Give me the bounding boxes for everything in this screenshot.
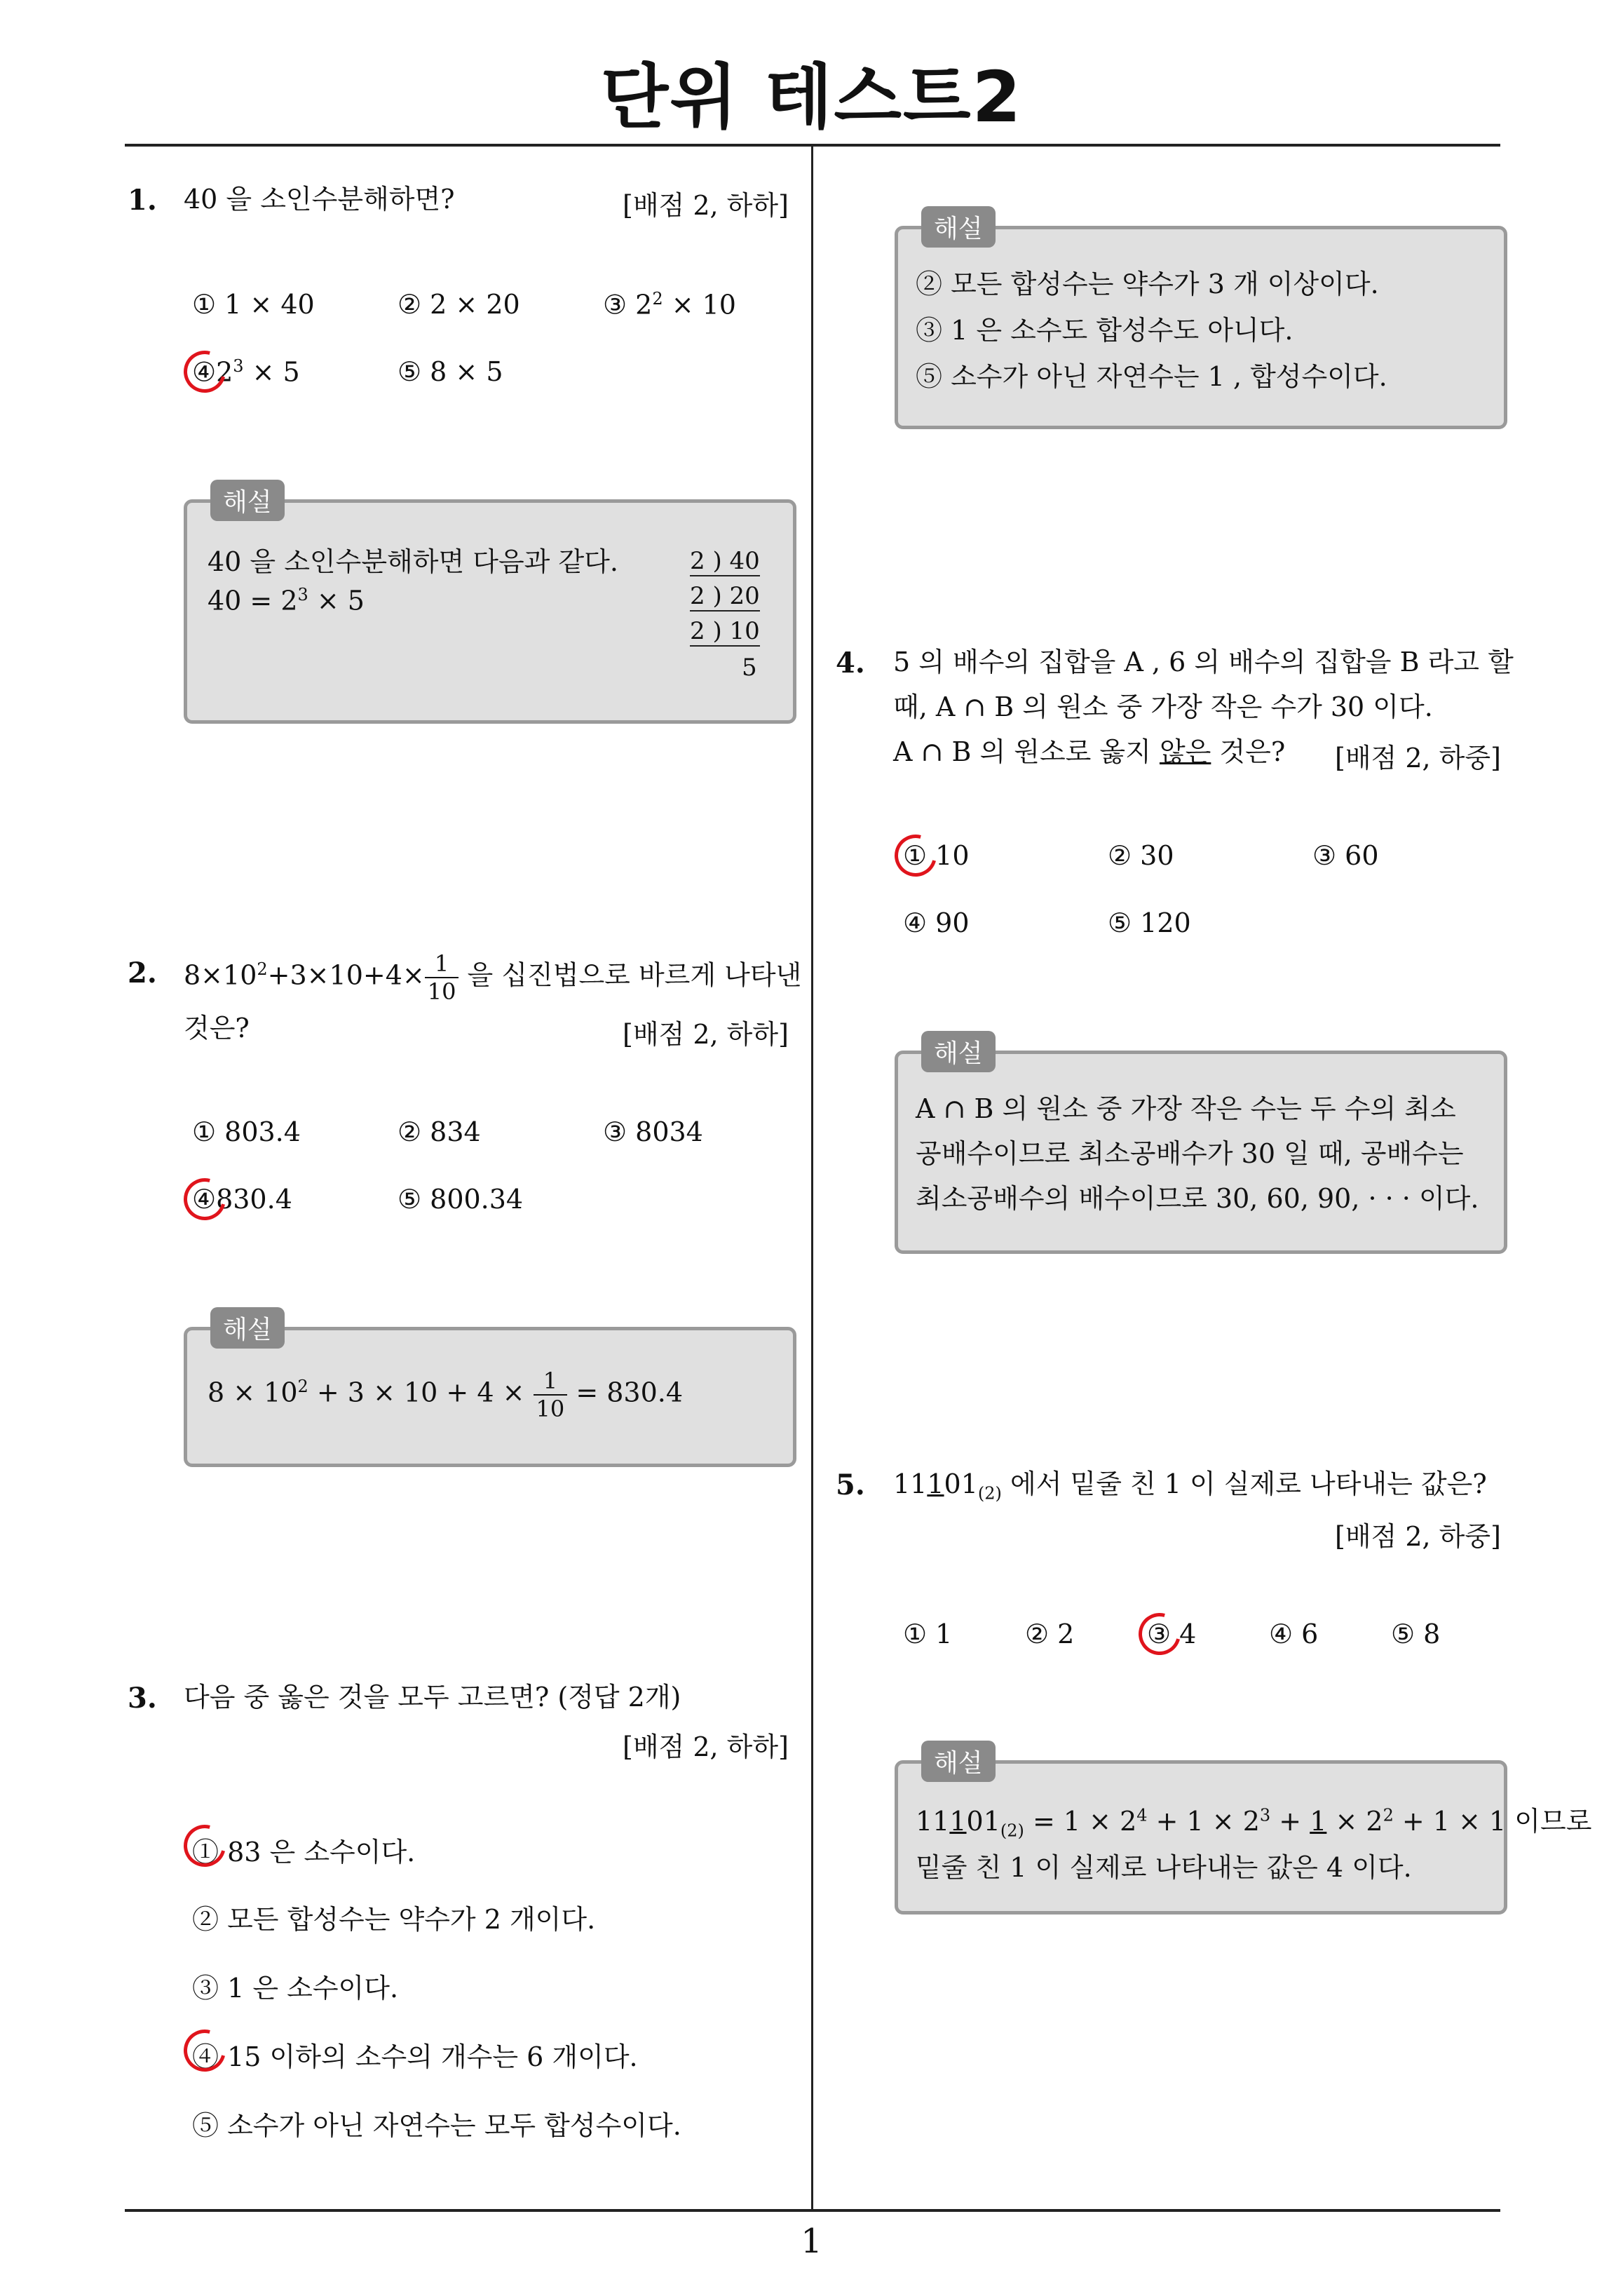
explanation-tag: 해설 xyxy=(921,1031,996,1072)
question-text-line3 xyxy=(893,729,1285,774)
choice-1-text: 83 은 소수이다. xyxy=(227,1837,416,1868)
fraction-denominator: 10 xyxy=(536,1396,565,1422)
fraction-denominator: 10 xyxy=(427,978,456,1006)
answer-circle-mark xyxy=(887,827,944,884)
choice-5[interactable]: ⑤ 8 × 5 xyxy=(398,356,503,387)
question-number: 3. xyxy=(128,1682,157,1715)
question-text xyxy=(184,947,801,1005)
question-number: 1. xyxy=(128,184,157,217)
underlined-digit: 1 xyxy=(927,1468,944,1499)
choice-4-mark: ④ xyxy=(192,1184,217,1215)
answer-circle-mark xyxy=(1131,1605,1188,1663)
choice-3[interactable]: ③ $2^2 \times 10$ xyxy=(603,289,736,320)
choice-4-base: 2 xyxy=(216,356,233,388)
explanation-line: 밑줄 친 1 이 실제로 나타내는 값은 4 이다. xyxy=(916,1852,1412,1883)
score-label: [배점 2, 하하] xyxy=(623,1019,789,1050)
choice-4-mark: ④ xyxy=(192,356,217,388)
question-text-tail: 을 십진법으로 바르게 나타낸 xyxy=(459,959,802,991)
score-label: [배점 2, 하중] xyxy=(1335,743,1501,774)
question-number: 2. xyxy=(128,957,157,990)
explanation-line: A ∩ B 의 원소 중 가장 작은 수는 두 수의 최소 xyxy=(916,1093,1456,1124)
explanation-line: ⑤ 소수가 아닌 자연수는 1 , 합성수이다. xyxy=(916,361,1387,392)
choice-5[interactable]: ⑤ 8 xyxy=(1391,1619,1441,1649)
choice-2[interactable]: ② 30 xyxy=(1108,840,1174,871)
division-step: 2 ) 40 xyxy=(690,547,760,575)
formula-exponent: 2 xyxy=(1383,1805,1394,1825)
choice-4[interactable]: ④ 6 xyxy=(1269,1619,1319,1649)
explanation-line: 공배수이므로 최소공배수가 30 일 때, 공배수는 xyxy=(916,1138,1464,1169)
formula-exponent: 2 xyxy=(297,1376,308,1396)
expr-exponent: 2 xyxy=(257,959,268,979)
choice-5[interactable]: ⑤ 120 xyxy=(1108,907,1191,938)
choice-4[interactable] xyxy=(192,2035,638,2074)
explanation-line: ③ 1 은 소수도 합성수도 아니다. xyxy=(916,315,1293,346)
choice-3[interactable]: ③ 8034 xyxy=(603,1116,703,1147)
choice-3[interactable]: ③ 60 xyxy=(1312,840,1379,871)
question-number: 5. xyxy=(836,1468,865,1501)
division-step: 2 ) 20 xyxy=(690,582,760,610)
text-part: A ∩ B 의 원소로 옳지 xyxy=(893,736,1160,767)
expr-part: +3×10+4× xyxy=(267,959,425,991)
choice-2[interactable]: ② 2 × 20 xyxy=(398,289,520,320)
choice-1[interactable]: ① 1 xyxy=(903,1619,953,1649)
formula-exponent: 4 xyxy=(1136,1805,1148,1825)
formula-part: 40 = 2 xyxy=(208,585,298,616)
score-label: [배점 2, 하하] xyxy=(623,1731,789,1762)
choice-3-value: 4 xyxy=(1179,1619,1197,1649)
page-title: 단위 테스트2 xyxy=(600,56,1023,138)
choice-2[interactable]: ② 834 xyxy=(398,1116,481,1147)
answer-circle-mark xyxy=(176,1170,233,1228)
choice-3-base: 2 xyxy=(635,289,653,320)
formula-part: × 2 xyxy=(1326,1806,1383,1837)
question-text xyxy=(893,1461,1487,1516)
choice-2[interactable]: ② 모든 합성수는 약수가 2 개이다. xyxy=(192,1904,596,1935)
choice-3-exponent: 2 xyxy=(652,289,663,309)
formula-part: + 1 × 1 이므로 xyxy=(1393,1806,1592,1837)
formula-part: 11 xyxy=(916,1806,950,1837)
formula-exponent: 3 xyxy=(297,585,308,605)
footer-rule xyxy=(125,2209,1500,2212)
choice-4-value: 830.4 xyxy=(216,1184,292,1215)
score-label: [배점 2, 하중] xyxy=(1335,1521,1501,1552)
explanation-tag: 해설 xyxy=(921,1741,996,1782)
division-result: 5 xyxy=(742,654,757,682)
text-part: 것은? xyxy=(1211,736,1286,767)
choice-4-exponent: 3 xyxy=(233,356,244,376)
fraction xyxy=(425,950,459,1005)
question-number: 4. xyxy=(836,647,865,680)
choice-5[interactable]: ⑤ 소수가 아닌 자연수는 모두 합성수이다. xyxy=(192,2110,681,2141)
choice-5[interactable]: ⑤ 800.34 xyxy=(398,1184,524,1215)
page-number: 1 xyxy=(801,2222,822,2261)
choice-1-mark: ① xyxy=(903,840,928,871)
choice-1[interactable]: ① 803.4 xyxy=(192,1116,301,1147)
text-part: 에서 밑줄 친 1 이 실제로 나타내는 값은? xyxy=(1001,1468,1487,1499)
fraction-numerator: 1 xyxy=(534,1368,568,1396)
explanation-line: 최소공배수의 배수이므로 30, 60, 90, · · · 이다. xyxy=(916,1183,1479,1214)
answer-circle-mark xyxy=(176,343,233,400)
division-step: 2 ) 10 xyxy=(690,617,760,645)
choice-3-tail: × 10 xyxy=(663,289,736,320)
fraction xyxy=(534,1368,568,1422)
underlined-digit: 1 xyxy=(949,1806,967,1837)
choice-4[interactable]: ④ 90 xyxy=(903,907,970,938)
explanation-tag: 해설 xyxy=(210,480,285,521)
explanation-formula xyxy=(208,1368,683,1422)
explanation-line: 40 을 소인수분해하면 다음과 같다. xyxy=(208,546,618,577)
choice-4-text: 15 이하의 소수의 개수는 6 개이다. xyxy=(227,2041,638,2072)
column-divider xyxy=(811,145,813,2210)
question-text-line2: 것은? xyxy=(184,1013,250,1044)
explanation-line: ② 모든 합성수는 약수가 3 개 이상이다. xyxy=(916,269,1379,299)
explanation-formula xyxy=(208,585,365,616)
expr-part: 8×10 xyxy=(184,959,257,991)
formula-part: × 5 xyxy=(308,585,365,616)
text-part: 01 xyxy=(944,1468,978,1499)
explanation-tag: 해설 xyxy=(921,206,996,248)
question-text: 다음 중 옳은 것을 모두 고르면? (정답 2개) xyxy=(184,1682,681,1713)
score-label: [배점 2, 하하] xyxy=(623,190,789,221)
choice-1-value: 10 xyxy=(935,840,970,871)
choice-4-mark: ④ xyxy=(192,2041,219,2072)
formula-part: + xyxy=(1270,1806,1310,1837)
explanation-tag: 해설 xyxy=(210,1307,285,1349)
formula-part: 8 × 10 xyxy=(208,1377,298,1408)
formula-result: = 830.4 xyxy=(567,1377,684,1408)
question-text: 40 을 소인수분해하면? xyxy=(184,184,455,215)
choice-4-tail: × 5 xyxy=(243,356,300,388)
choice-1-mark: ① xyxy=(192,1837,219,1868)
underlined-word: 않은 xyxy=(1159,736,1211,767)
fraction-numerator: 1 xyxy=(425,950,459,978)
formula-part: + 1 × 2 xyxy=(1147,1806,1260,1837)
question-text-line1: 5 의 배수의 집합을 A , 6 의 배수의 집합을 B 라고 할 xyxy=(893,647,1514,677)
base-subscript: (2) xyxy=(977,1483,1002,1504)
choice-3-mark: ③ xyxy=(1147,1619,1172,1649)
base-subscript: (2) xyxy=(1000,1821,1024,1841)
text-part: 11 xyxy=(893,1468,928,1499)
explanation-formula xyxy=(916,1799,1591,1841)
formula-part: = 1 × 2 xyxy=(1024,1806,1137,1837)
formula-part: 01 xyxy=(966,1806,1000,1837)
choice-3[interactable]: ③ 1 은 소수이다. xyxy=(192,1973,399,2004)
underlined-digit: 1 xyxy=(1310,1806,1327,1837)
formula-exponent: 3 xyxy=(1259,1805,1271,1825)
choice-1[interactable]: ① 1 × 40 xyxy=(192,289,315,320)
question-text-line2: 때, A ∩ B 의 원소 중 가장 작은 수가 30 이다. xyxy=(893,691,1433,722)
formula-part: + 3 × 10 + 4 × xyxy=(308,1377,534,1408)
choice-2[interactable]: ② 2 xyxy=(1025,1619,1075,1649)
